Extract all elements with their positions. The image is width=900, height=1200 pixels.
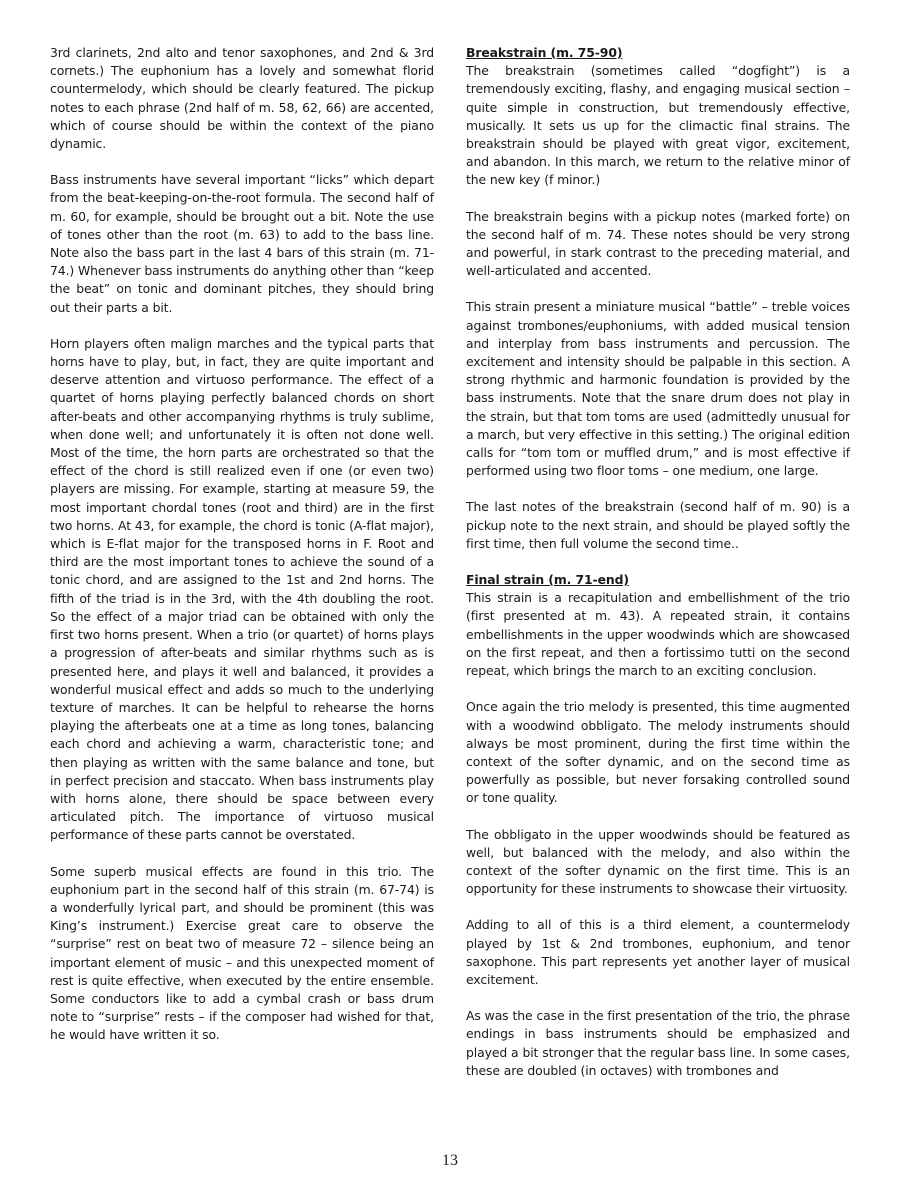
page-number: 13 [442, 1152, 458, 1169]
right-paragraph-7: The obbligato in the upper woodwinds should be featured as well, but balanced with the melody, and also within the context of the softer dynamic on the first time. This is an opportunity for these instruments to showcase their virtuosity. [466, 826, 850, 897]
left-paragraph-4: Some superb musical effects are found in this trio. The euphonium part in the second half of this strain (m. 67-74) is a wonderfully lyrical part, and should be prominent (this was King’s instrument.) Exercise great care to observe the “surprise” rest on beat two of measure 72 – silence being an important element of music – and this unexpected moment of rest is quite effective, when executed by the entire ensemble. Some conductors like to add a cymbal crash or bass drum note to “surprise” rests – if the composer had wished for that, he would have written it so. [50, 863, 434, 1043]
right-paragraph-8: Adding to all of this is a third element, a countermelody played by 1st & 2nd trombones, euphonium, and tenor saxophone. This part represents yet another layer of musical excitement. [466, 917, 850, 987]
right-paragraph-6: Once again the trio melody is presented, this time augmented with a woodwind obbligato. The melody instruments should always be most prominent, during the first time within the context of the softer dynamic, and on the second time as powerfully as possible, but never forsaking controlled sound or tone quality. [466, 699, 850, 806]
right-paragraph-1: The breakstrain (sometimes called “dogfight”) is a tremendously exciting, flashy, and engaging musical section – quite simple in construction, but tremendously effective, musically. It sets us up for the climactic final strains. The breakstrain should be played with great vigor, excitement, and abandon. In this march, we return to the relative minor of the new key (f minor.) [466, 63, 850, 188]
right-paragraph-3: This strain present a miniature musical “battle” – treble voices against trombones/euphoniums, with added musical tension and interplay from bass instruments and percussion. The excitement and intensity should be palpable in this section. A strong rhythmic and harmonic foundation is provided by the bass instruments. Note that the snare drum does not play in the strain, but that tom toms are used (admittedly unusual for a march, but very effective in this setting.) The original edition calls for “tom tom or muffled drum,” and is most effective if performed using two floor toms – one medium, one large. [466, 299, 850, 479]
final-strain-section [466, 571, 850, 680]
right-column [466, 44, 850, 1098]
right-paragraph-5: This strain is a recapitulation and embellishment of the trio (first presented at m. 43). A repeated strain, it contains embellishments in the upper woodwinds which are showcased on the first repeat, and then a fortissimo tutti on the second repeat, which brings the march to an exciting conclusion. [466, 590, 850, 679]
left-column [50, 44, 434, 1063]
right-paragraph-4: The last notes of the breakstrain (second half of m. 90) is a pickup note to the next strain, and should be played softly the first time, then full volume the second time.. [466, 499, 850, 551]
right-paragraph-9: As was the case in the first presentation of the trio, the phrase endings in bass instruments should be emphasized and played a bit stronger that the regular bass line. In some cases, these are doubled (in octaves) with trombones and [466, 1008, 850, 1078]
right-paragraph-2: The breakstrain begins with a pickup notes (marked forte) on the second half of m. 74. These notes should be very strong and powerful, in stark contrast to the preceding material, and well-articulated and accented. [466, 208, 850, 279]
breakstrain-heading: Breakstrain (m. 75-90) [466, 45, 623, 60]
final-strain-heading: Final strain (m. 71-end) [466, 572, 629, 588]
left-paragraph-3: Horn players often malign marches and the typical parts that horns have to play, but, in fact, they are quite important and deserve attention and virtuoso performance. The effect of a quartet of horns playing perfectly balanced chords on short after-beats and other accompanying rhythms is truly sublime, when done well; and unfortunately it is often not done well. Most of the time, the horn parts are orchestrated so that the effect of the chord is still realized even if one (or even two) players are missing. For example, starting at measure 59, the most important chordal tones (root and third) are in the first two horns. At 43, for example, the chord is tonic (A-flat major), which is E-flat major for the transposed horns in F. Root and third are the most important tones to achieve the sound of a tonic chord, and are assigned to the 1st and 2nd horns. The fifth of the triad is in the 3rd, with the 4th doubling the root. So the effect of a major triad can be obtained with only the first two horns present. When a trio (or quartet) of horns plays a progression of after-beats and similar rhythms such as is presented here, and plays it well and balanced, it provides a wonderful musical effect and adds so much to the underlying texture of marches. It can be helpful to rehearse the horns playing the afterbeats one at a time as long tones, balancing each chord and achieving a warm, characteristic tone; and then playing as written with the same balance and tone, but in perfect precision and staccato. When bass instruments play with horns alone, there should be space between every articulated pitch. The importance of virtuoso musical performance of these parts cannot be overstated. [50, 335, 434, 843]
left-paragraph-1: 3rd clarinets, 2nd alto and tenor saxophones, and 2nd & 3rd cornets.) The euphonium has a lovely and somewhat florid countermelody, which should be clearly featured. The pickup notes to each phrase (2nd half of m. 58, 62, 66) are accented, which of course should be within the context of the piano dynamic. [50, 45, 434, 152]
breakstrain-section [466, 44, 850, 190]
left-paragraph-2: Bass instruments have several important “licks” which depart from the beat-keeping-on-the-root formula. The second half of m. 60, for example, should be brought out a bit. Note the use of tones other than the root (m. 63) to add to the bass line. Note also the bass part in the last 4 bars of this strain (m. 71-74.) Whenever bass instruments do anything other than “keep the beat” on tonic and dominant pitches, they should bring out their parts a bit. [50, 172, 434, 315]
